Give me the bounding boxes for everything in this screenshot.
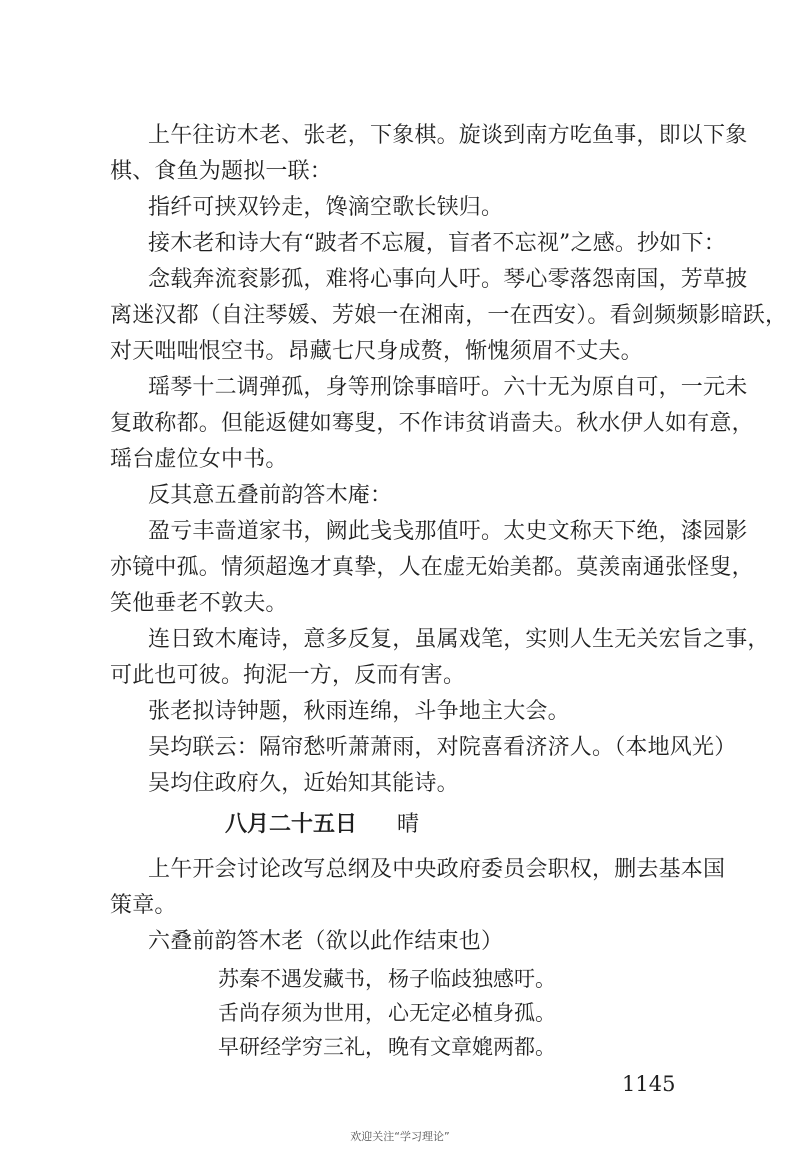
poem-couplet: [218, 1030, 556, 1064]
poem-line: 对天咄咄恨空书。昂藏七尺身成赘，惭愧须眉不丈夫。: [110, 339, 643, 364]
poem-line: 亦镜中孤。情须超逸才真挚，人在虚无始美都。莫羡南通张怪叟，: [110, 555, 754, 580]
poem-line-first: 苏秦不遇发藏书，: [218, 967, 386, 991]
poem-line: 笑他垂老不敦夫。: [110, 591, 288, 616]
poem-line: 离迷汉都（自注琴媛、芳娘一在湘南，一在西安）。看剑频频影暗跃，: [110, 303, 788, 328]
paragraph-line: 吴均联云：隔帘愁听萧萧雨，对院喜看济济人。（本地风光）: [148, 735, 737, 760]
paragraph-line: 上午往访木老、张老，下象棋。旋谈到南方吃鱼事，即以下象: [148, 123, 748, 148]
couplet-line: 指纤可挟双钤走，馋滴空歌长铗归。: [148, 195, 504, 220]
poem-line-second: 心无定必植身孤。: [388, 1001, 556, 1025]
poem-line-first: 早研经学穷三礼，: [218, 1035, 386, 1059]
poem-line: 瑶台虚位女中书。: [110, 447, 288, 472]
poem-line: 复敢称都。但能返健如骞叟，不作讳贫诮啬夫。秋水伊人如有意，: [110, 411, 754, 436]
footer-caption: 欢迎关注“学习理论”: [350, 1130, 450, 1143]
poem-line: 瑶琴十二调弹孤，身等刑馀事暗吁。六十无为原自可，一元未: [148, 375, 748, 400]
paragraph-line: 策章。: [110, 893, 177, 918]
paragraph-line: 六叠前韵答木老（欲以此作结束也）: [148, 929, 504, 954]
paragraph-line: 上午开会讨论改写总纲及中央政府委员会职权，删去基本国: [148, 857, 726, 882]
poem-line-first: 舌尚存须为世用，: [218, 1001, 386, 1025]
poem-line: 盈亏丰啬道家书，阙此戋戋那值吁。太史文称天下绝，漆园影: [148, 519, 748, 544]
paragraph-line: 吴均住政府久，近始知其能诗。: [148, 771, 459, 796]
paragraph-line: 可此也可彼。拘泥一方，反而有害。: [110, 663, 466, 688]
poem-line-second: 晚有文章媲两都。: [388, 1035, 556, 1059]
poem-couplet: [218, 996, 556, 1030]
entry-weather: 晴: [397, 812, 420, 837]
entry-date: 八月二十五日: [225, 811, 358, 837]
entry-date-heading: [225, 806, 419, 843]
paragraph-line: 反其意五叠前韵答木庵：: [148, 483, 393, 508]
paragraph-line: 张老拟诗钟题，秋雨连绵，斗争地主大会。: [148, 699, 570, 724]
poem-line: 念载奔流衮影孤，难将心事向人吁。琴心零落怨南国，芳草披: [148, 267, 748, 292]
paragraph-line: 连日致木庵诗，意多反复，虽属戏笔，实则人生无关宏旨之事，: [148, 627, 770, 652]
paragraph-line: 棋、食鱼为题拟一联：: [110, 159, 333, 184]
paragraph-line: 接木老和诗大有“跛者不忘履，盲者不忘视”之感。抄如下：: [148, 231, 726, 256]
poem-couplet: [218, 962, 556, 996]
poem-line-second: 杨子临歧独感吁。: [388, 967, 556, 991]
page-number: 1145: [622, 1072, 676, 1096]
